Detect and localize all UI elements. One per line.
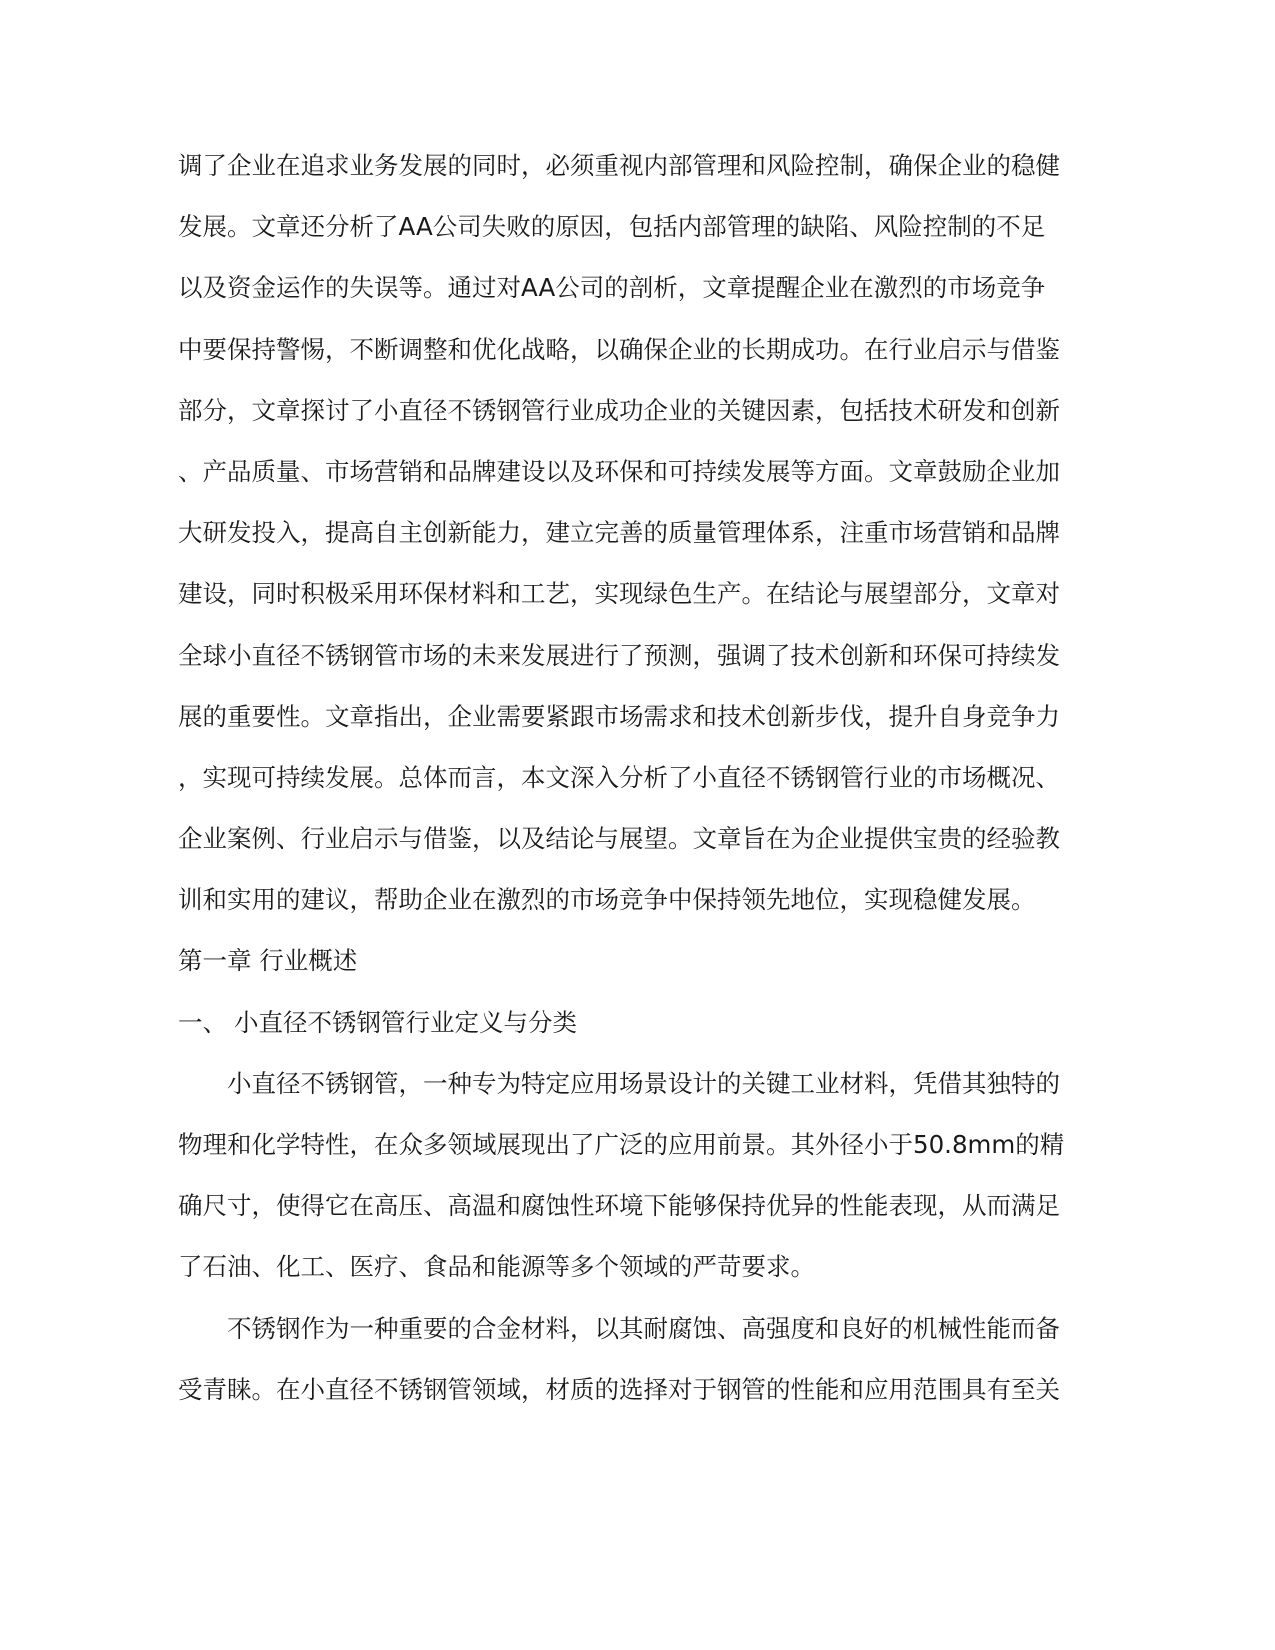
- document-page: [178, 140, 1065, 1425]
- text-line: ，实现可持续发展。总体而言，本文深入分析了小直径不锈钢管行业的市场概况、: [178, 762, 1060, 792]
- summary-paragraph: [178, 140, 1060, 935]
- section-heading: [178, 997, 1038, 1058]
- text-line: 建设，同时积极采用环保材料和工艺，实现绿色生产。在结论与展望部分，文章对: [178, 579, 1060, 609]
- text-line: 确尺寸，使得它在高压、高温和腐蚀性环境下能够保持优异的性能表现，从而满足: [178, 1191, 1060, 1221]
- text-line: 企业案例、行业启示与借鉴，以及结论与展望。文章旨在为企业提供宝贵的经验教: [178, 824, 1060, 854]
- definition-paragraph: [178, 1058, 1065, 1303]
- text-line: 物理和化学特性，在众多领域展现出了广泛的应用前景。其外径小于50.8mm的精: [178, 1130, 1065, 1159]
- text-line: 训和实用的建议，帮助企业在激烈的市场竞争中保持领先地位，实现稳健发展。: [178, 885, 1036, 915]
- chapter-heading: 第一章 行业概述: [178, 946, 358, 976]
- text-line: 不锈钢作为一种重要的合金材料，以其耐腐蚀、高强度和良好的机械性能而备: [227, 1313, 1060, 1343]
- material-paragraph: [178, 1303, 1060, 1425]
- section-title: 小直径不锈钢管行业定义与分类: [234, 1007, 577, 1037]
- text-line: 、产品质量、市场营销和品牌建设以及环保和可持续发展等方面。文章鼓励企业加: [178, 456, 1060, 486]
- text-line: 受青睐。在小直径不锈钢管领域，材质的选择对于钢管的性能和应用范围具有至关: [178, 1374, 1060, 1404]
- text-line: 了石油、化工、医疗、食品和能源等多个领域的严苛要求。: [178, 1252, 815, 1282]
- text-line: 全球小直径不锈钢管市场的未来发展进行了预测，强调了技术创新和环保可持续发: [178, 640, 1060, 670]
- text-line: 展的重要性。文章指出，企业需要紧跟市场需求和技术创新步伐，提升自身竞争力: [178, 701, 1060, 731]
- text-line: 中要保持警惕，不断调整和优化战略，以确保企业的长期成功。在行业启示与借鉴: [178, 334, 1060, 364]
- text-line: 以及资金运作的失误等。通过对AA公司的剖析，文章提醒企业在激烈的市场竞争: [178, 273, 1046, 303]
- text-line: 部分，文章探讨了小直径不锈钢管行业成功企业的关键因素，包括技术研发和创新: [178, 395, 1060, 425]
- text-line: 大研发投入，提高自主创新能力，建立完善的质量管理体系，注重市场营销和品牌: [178, 518, 1060, 548]
- section-number: 一、: [178, 1007, 227, 1037]
- text-line: 调了企业在追求业务发展的同时，必须重视内部管理和风险控制，确保企业的稳健: [178, 151, 1060, 180]
- text-line: 发展。文章还分析了AA公司失败的原因，包括内部管理的缺陷、风险控制的不足: [178, 212, 1046, 242]
- text-line: 小直径不锈钢管，一种专为特定应用场景设计的关键工业材料，凭借其独特的: [227, 1068, 1060, 1098]
